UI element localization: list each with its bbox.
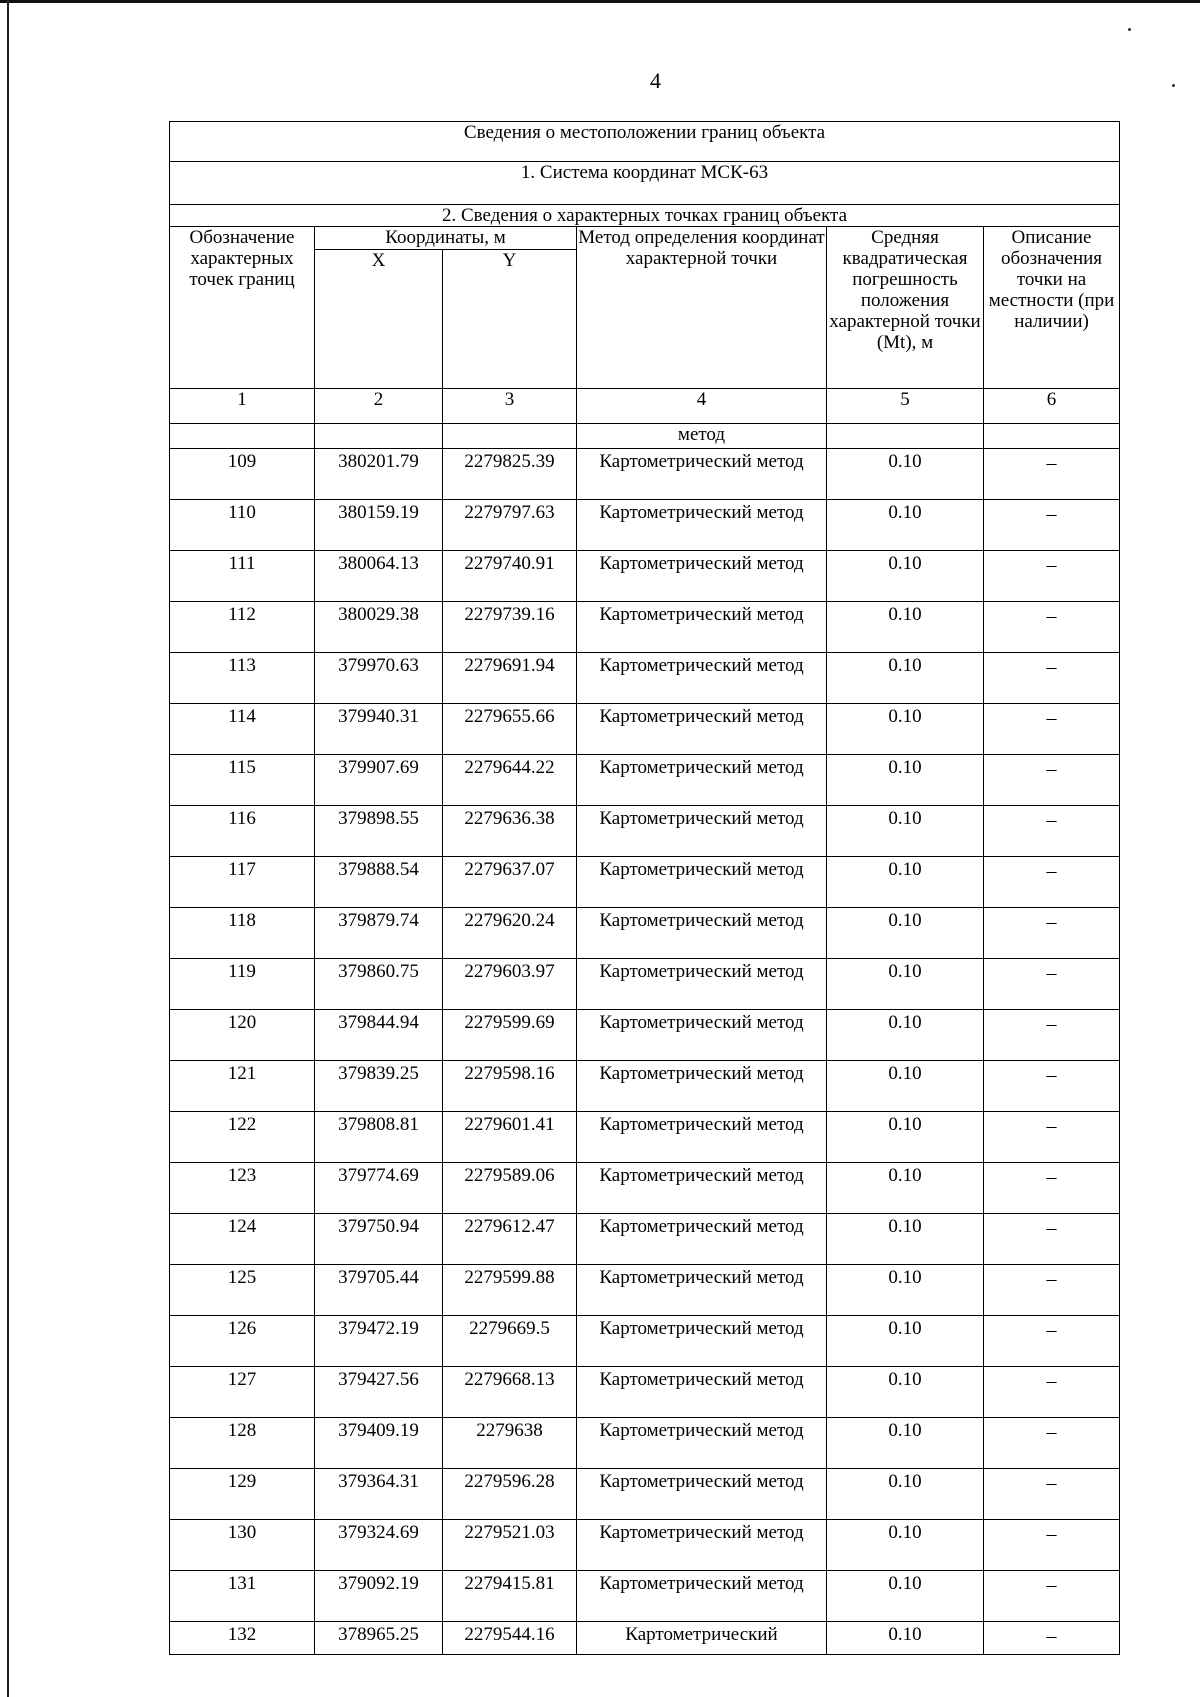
error-value: 0.10: [827, 1265, 984, 1316]
coord-x: 379472.19: [315, 1316, 443, 1367]
table-row: [170, 1163, 1120, 1214]
coord-x: 379092.19: [315, 1571, 443, 1622]
point-id: 116: [170, 806, 315, 857]
point-id: 125: [170, 1265, 315, 1316]
point-id: 126: [170, 1316, 315, 1367]
point-id: 121: [170, 1061, 315, 1112]
continuation-row: [170, 424, 1120, 449]
coord-y: 2279521.03: [443, 1520, 577, 1571]
coord-x: 379907.69: [315, 755, 443, 806]
column-number: 1: [170, 389, 315, 424]
method: Картометрический метод: [577, 1520, 827, 1571]
table-row: [170, 449, 1120, 500]
page-number: 4: [650, 68, 661, 93]
coord-x: 379750.94: [315, 1214, 443, 1265]
point-id: 129: [170, 1469, 315, 1520]
method: Картометрический метод: [577, 1316, 827, 1367]
header-method: Метод определения координат характерной точки: [577, 227, 827, 389]
scan-edge-top: [0, 0, 1200, 3]
point-description: –: [984, 1571, 1120, 1622]
method: Картометрический метод: [577, 704, 827, 755]
error-value: 0.10: [827, 806, 984, 857]
coord-x: 379409.19: [315, 1418, 443, 1469]
method: Картометрический метод: [577, 1163, 827, 1214]
header-x: X: [315, 250, 443, 389]
error-value: 0.10: [827, 959, 984, 1010]
error-value: 0.10: [827, 1520, 984, 1571]
table-row: [170, 1112, 1120, 1163]
point-id: 128: [170, 1418, 315, 1469]
error-value: 0.10: [827, 1061, 984, 1112]
error-value: 0.10: [827, 857, 984, 908]
method: Картометрический метод: [577, 602, 827, 653]
point-description: –: [984, 908, 1120, 959]
point-description: –: [984, 449, 1120, 500]
point-id: 118: [170, 908, 315, 959]
coord-x: 379860.75: [315, 959, 443, 1010]
table-row: [170, 1265, 1120, 1316]
point-description: –: [984, 1316, 1120, 1367]
coord-x: 379774.69: [315, 1163, 443, 1214]
method: Картометрический метод: [577, 1418, 827, 1469]
table-row: [170, 653, 1120, 704]
point-id: 114: [170, 704, 315, 755]
point-id: 131: [170, 1571, 315, 1622]
method: Картометрический метод: [577, 1010, 827, 1061]
method: Картометрический метод: [577, 1367, 827, 1418]
error-value: 0.10: [827, 1112, 984, 1163]
error-value: 0.10: [827, 653, 984, 704]
table-row: [170, 1469, 1120, 1520]
coord-y: 2279740.91: [443, 551, 577, 602]
point-id: 123: [170, 1163, 315, 1214]
method: Картометрический метод: [577, 1214, 827, 1265]
point-id: 110: [170, 500, 315, 551]
method: Картометрический метод: [577, 1061, 827, 1112]
table-cell: [827, 424, 984, 449]
point-description: –: [984, 1010, 1120, 1061]
coord-y: 2279637.07: [443, 857, 577, 908]
method: Картометрический метод: [577, 1469, 827, 1520]
point-id: 122: [170, 1112, 315, 1163]
scan-speck: [1128, 28, 1131, 31]
point-description: –: [984, 1469, 1120, 1520]
table-row: [170, 1214, 1120, 1265]
coord-y: 2279636.38: [443, 806, 577, 857]
method: Картометрический метод: [577, 500, 827, 551]
point-id: 109: [170, 449, 315, 500]
point-description: –: [984, 1265, 1120, 1316]
coord-x: 378965.25: [315, 1622, 443, 1655]
table-row: [170, 1622, 1120, 1655]
point-id: 120: [170, 1010, 315, 1061]
header-description: Описание обозначения точки на местности (при наличии): [984, 227, 1120, 389]
table-row: [170, 1061, 1120, 1112]
coord-y: 2279797.63: [443, 500, 577, 551]
error-value: 0.10: [827, 1010, 984, 1061]
error-value: 0.10: [827, 1316, 984, 1367]
table-row: [170, 1520, 1120, 1571]
column-number: 5: [827, 389, 984, 424]
table-cell: [170, 424, 315, 449]
point-id: 127: [170, 1367, 315, 1418]
table-cell: [984, 424, 1120, 449]
error-value: 0.10: [827, 551, 984, 602]
table-cell: [315, 424, 443, 449]
coordinate-system: 1. Система координат МСК-63: [170, 162, 1120, 205]
error-value: 0.10: [827, 755, 984, 806]
table-title: Сведения о местоположении границ объекта: [170, 122, 1120, 162]
method: Картометрический метод: [577, 1571, 827, 1622]
point-description: –: [984, 1163, 1120, 1214]
coord-y: 2279544.16: [443, 1622, 577, 1655]
point-description: –: [984, 653, 1120, 704]
coord-x: 379888.54: [315, 857, 443, 908]
method: Картометрический метод: [577, 908, 827, 959]
error-value: 0.10: [827, 1214, 984, 1265]
coord-x: 380064.13: [315, 551, 443, 602]
method: Картометрический метод: [577, 806, 827, 857]
point-description: –: [984, 1418, 1120, 1469]
point-description: –: [984, 959, 1120, 1010]
table-row: [170, 1418, 1120, 1469]
point-id: 112: [170, 602, 315, 653]
table-row: [170, 500, 1120, 551]
method: Картометрический метод: [577, 449, 827, 500]
method: Картометрический метод: [577, 755, 827, 806]
method: Картометрический метод: [577, 1265, 827, 1316]
table-row: [170, 908, 1120, 959]
point-description: –: [984, 1061, 1120, 1112]
error-value: 0.10: [827, 1367, 984, 1418]
coord-y: 2279655.66: [443, 704, 577, 755]
table-row: [170, 1571, 1120, 1622]
coord-y: 2279596.28: [443, 1469, 577, 1520]
coord-y: 2279669.5: [443, 1316, 577, 1367]
points-section-title: 2. Сведения о характерных точках границ объекта: [170, 205, 1120, 227]
point-id: 132: [170, 1622, 315, 1655]
coord-x: 379839.25: [315, 1061, 443, 1112]
point-id: 124: [170, 1214, 315, 1265]
coord-x: 379808.81: [315, 1112, 443, 1163]
point-description: –: [984, 1622, 1120, 1655]
point-description: –: [984, 1367, 1120, 1418]
coord-x: 379898.55: [315, 806, 443, 857]
point-description: –: [984, 1214, 1120, 1265]
point-description: –: [984, 1112, 1120, 1163]
point-description: –: [984, 857, 1120, 908]
error-value: 0.10: [827, 500, 984, 551]
scan-edge-left: [7, 0, 9, 1697]
coord-y: 2279739.16: [443, 602, 577, 653]
coord-x: 379879.74: [315, 908, 443, 959]
boundary-points-table: [169, 121, 1120, 1655]
point-id: 117: [170, 857, 315, 908]
coord-y: 2279598.16: [443, 1061, 577, 1112]
coord-y: 2279415.81: [443, 1571, 577, 1622]
error-value: 0.10: [827, 602, 984, 653]
point-id: 119: [170, 959, 315, 1010]
point-description: –: [984, 755, 1120, 806]
column-number: 3: [443, 389, 577, 424]
coord-y: 2279603.97: [443, 959, 577, 1010]
coord-x: 379364.31: [315, 1469, 443, 1520]
point-description: –: [984, 551, 1120, 602]
coord-x: 379970.63: [315, 653, 443, 704]
coord-y: 2279601.41: [443, 1112, 577, 1163]
coord-y: 2279638: [443, 1418, 577, 1469]
coord-y: 2279691.94: [443, 653, 577, 704]
error-value: 0.10: [827, 1469, 984, 1520]
error-value: 0.10: [827, 1571, 984, 1622]
coord-y: 2279668.13: [443, 1367, 577, 1418]
coord-x: 380029.38: [315, 602, 443, 653]
error-value: 0.10: [827, 1163, 984, 1214]
method: Картометрический метод: [577, 653, 827, 704]
point-description: –: [984, 1520, 1120, 1571]
coord-y: 2279825.39: [443, 449, 577, 500]
method: Картометрический метод: [577, 857, 827, 908]
scan-speck: [1172, 84, 1175, 87]
coord-y: 2279589.06: [443, 1163, 577, 1214]
coord-x: 379844.94: [315, 1010, 443, 1061]
method: Картометрический метод: [577, 1112, 827, 1163]
error-value: 0.10: [827, 449, 984, 500]
coord-x: 380201.79: [315, 449, 443, 500]
header-coordinates: Координаты, м: [315, 227, 577, 250]
point-description: –: [984, 704, 1120, 755]
point-description: –: [984, 806, 1120, 857]
table-row: [170, 806, 1120, 857]
table-row: [170, 857, 1120, 908]
point-id: 113: [170, 653, 315, 704]
table-row: [170, 1367, 1120, 1418]
table-row: [170, 1010, 1120, 1061]
error-value: 0.10: [827, 1418, 984, 1469]
point-id: 111: [170, 551, 315, 602]
coord-x: 379705.44: [315, 1265, 443, 1316]
column-number: 6: [984, 389, 1120, 424]
table-row: [170, 602, 1120, 653]
table-cell: [443, 424, 577, 449]
table-row: [170, 1316, 1120, 1367]
point-description: –: [984, 500, 1120, 551]
column-number: 2: [315, 389, 443, 424]
method: Картометрический метод: [577, 551, 827, 602]
coord-x: 379324.69: [315, 1520, 443, 1571]
error-value: 0.10: [827, 1622, 984, 1655]
header-error: Средняя квадратическая погрешность положения характерной точки (Mt), м: [827, 227, 984, 389]
header-designation: Обозначение характерных точек границ: [170, 227, 315, 389]
point-id: 115: [170, 755, 315, 806]
point-description: –: [984, 602, 1120, 653]
table-row: [170, 551, 1120, 602]
coord-y: 2279644.22: [443, 755, 577, 806]
coord-y: 2279599.88: [443, 1265, 577, 1316]
column-number: 4: [577, 389, 827, 424]
coord-y: 2279599.69: [443, 1010, 577, 1061]
coord-y: 2279620.24: [443, 908, 577, 959]
method: Картометрический: [577, 1622, 827, 1655]
coord-y: 2279612.47: [443, 1214, 577, 1265]
coord-x: 380159.19: [315, 500, 443, 551]
error-value: 0.10: [827, 704, 984, 755]
header-y: Y: [443, 250, 577, 389]
coord-x: 379940.31: [315, 704, 443, 755]
point-id: 130: [170, 1520, 315, 1571]
error-value: 0.10: [827, 908, 984, 959]
continuation-method: метод: [577, 424, 827, 449]
method: Картометрический метод: [577, 959, 827, 1010]
coord-x: 379427.56: [315, 1367, 443, 1418]
table-row: [170, 755, 1120, 806]
table-row: [170, 704, 1120, 755]
table-row: [170, 959, 1120, 1010]
